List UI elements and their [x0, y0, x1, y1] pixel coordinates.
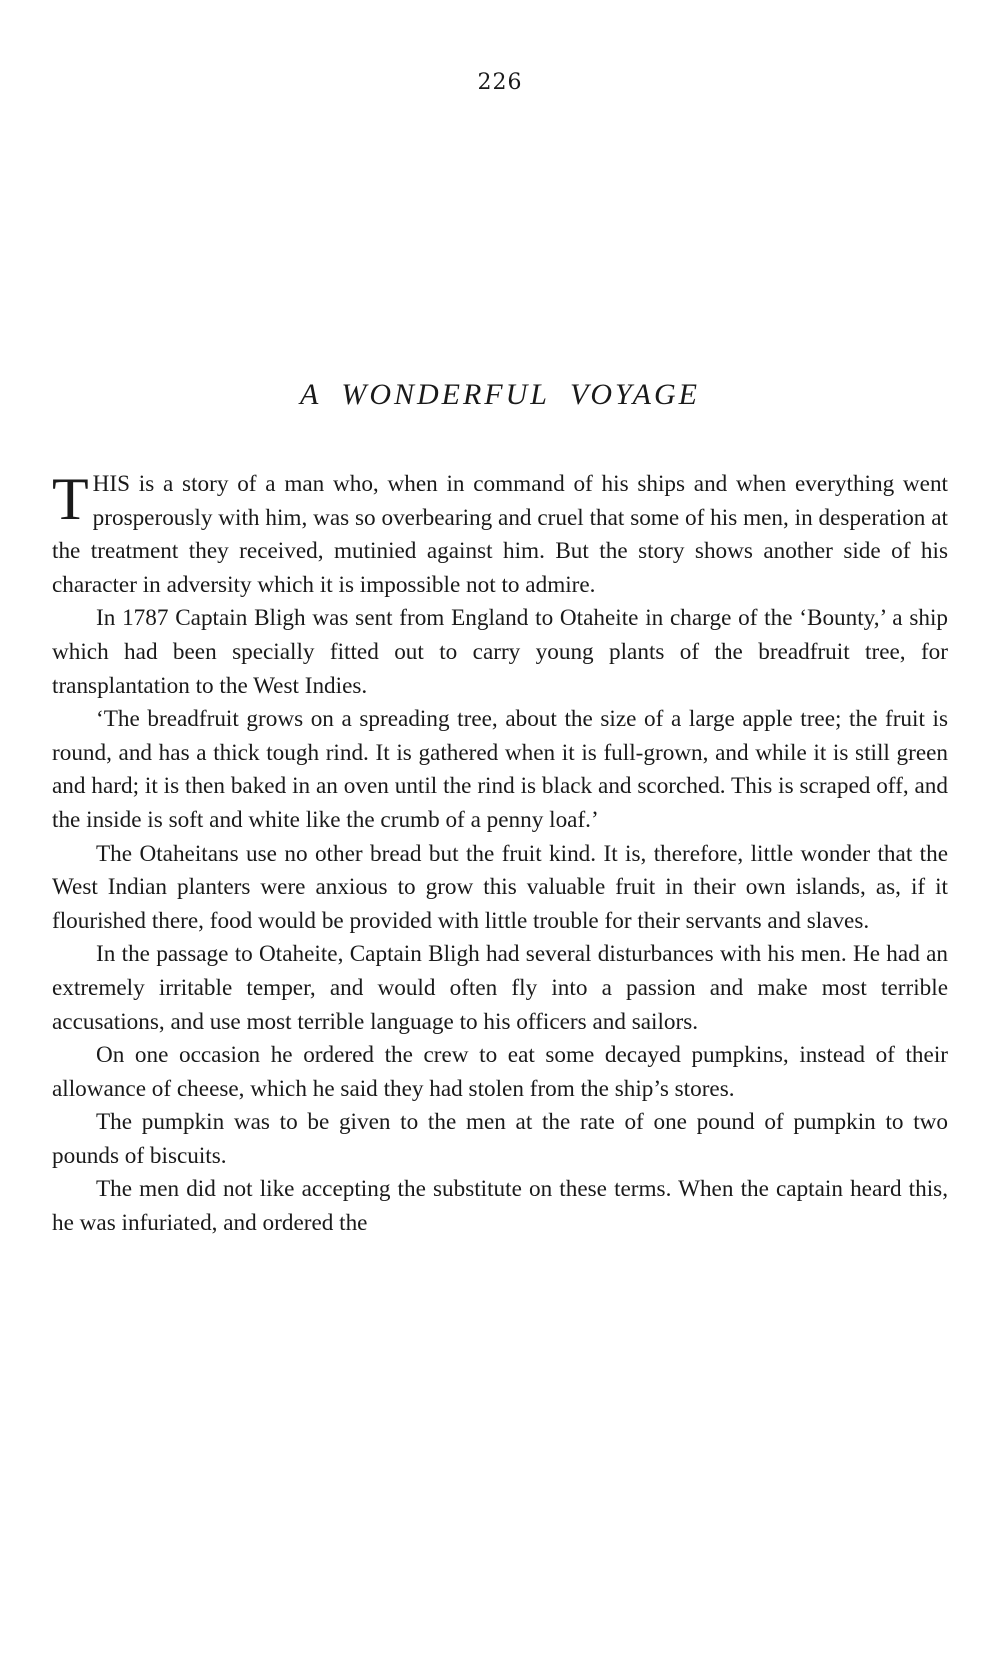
paragraph: On one occasion he ordered the crew to eat some decayed pumpkins, instead of their allowance of cheese, which he said they had stolen from the ship’s stores. — [52, 1042, 948, 1102]
story-body — [52, 468, 948, 1241]
paragraph: The pumpkin was to be given to the men at the rate of one pound of pumpkin to two pounds of biscuits. — [52, 1109, 948, 1169]
paragraph: ‘The breadfruit grows on a spreading tree, about the size of a large apple tree; the fruit is round, and has a thick tough rind. It is gathered when it is full-grown, and while it is still green and hard; it is then baked in an oven until the rind is black and scorched. This is scraped off, and the inside is soft and white like the crumb of a penny loaf.’ — [52, 706, 948, 833]
paragraph-text: HIS is a story of a man who, when in command of his ships and when everything went prosperously with him, was so overbearing and cruel that some of his men, in desperation at the treatment they received, mutinied against him. But the story shows another side of his character in adversity which it is impossible not to admire. — [52, 471, 948, 598]
page-number: 226 — [477, 70, 523, 95]
drop-cap: T — [52, 466, 89, 532]
paragraph: In the passage to Otaheite, Captain Bligh had several disturbances with his men. He had an extremely irritable temper, and would often fly into a passion and make most terrible accusations, and use most terrible language to his officers and sailors. — [52, 941, 948, 1035]
paragraph — [52, 468, 948, 602]
chapter-title: A WONDERFUL VOYAGE — [300, 378, 700, 411]
paragraph: In 1787 Captain Bligh was sent from England to Otaheite in charge of the ‘Bounty,’ a ship which had been specially fitted out to carry young plants of the breadfruit tree, for transplantation to the West Indies. — [52, 605, 948, 699]
paragraph: The Otaheitans use no other bread but the fruit kind. It is, therefore, little wonder that the West Indian planters were anxious to grow this valuable fruit in their own islands, as, if it flourished there, food would be provided with little trouble for their servants and slaves. — [52, 840, 948, 934]
paragraph: The men did not like accepting the substitute on these terms. When the captain heard this, he was infuriated, and ordered the — [52, 1176, 948, 1237]
